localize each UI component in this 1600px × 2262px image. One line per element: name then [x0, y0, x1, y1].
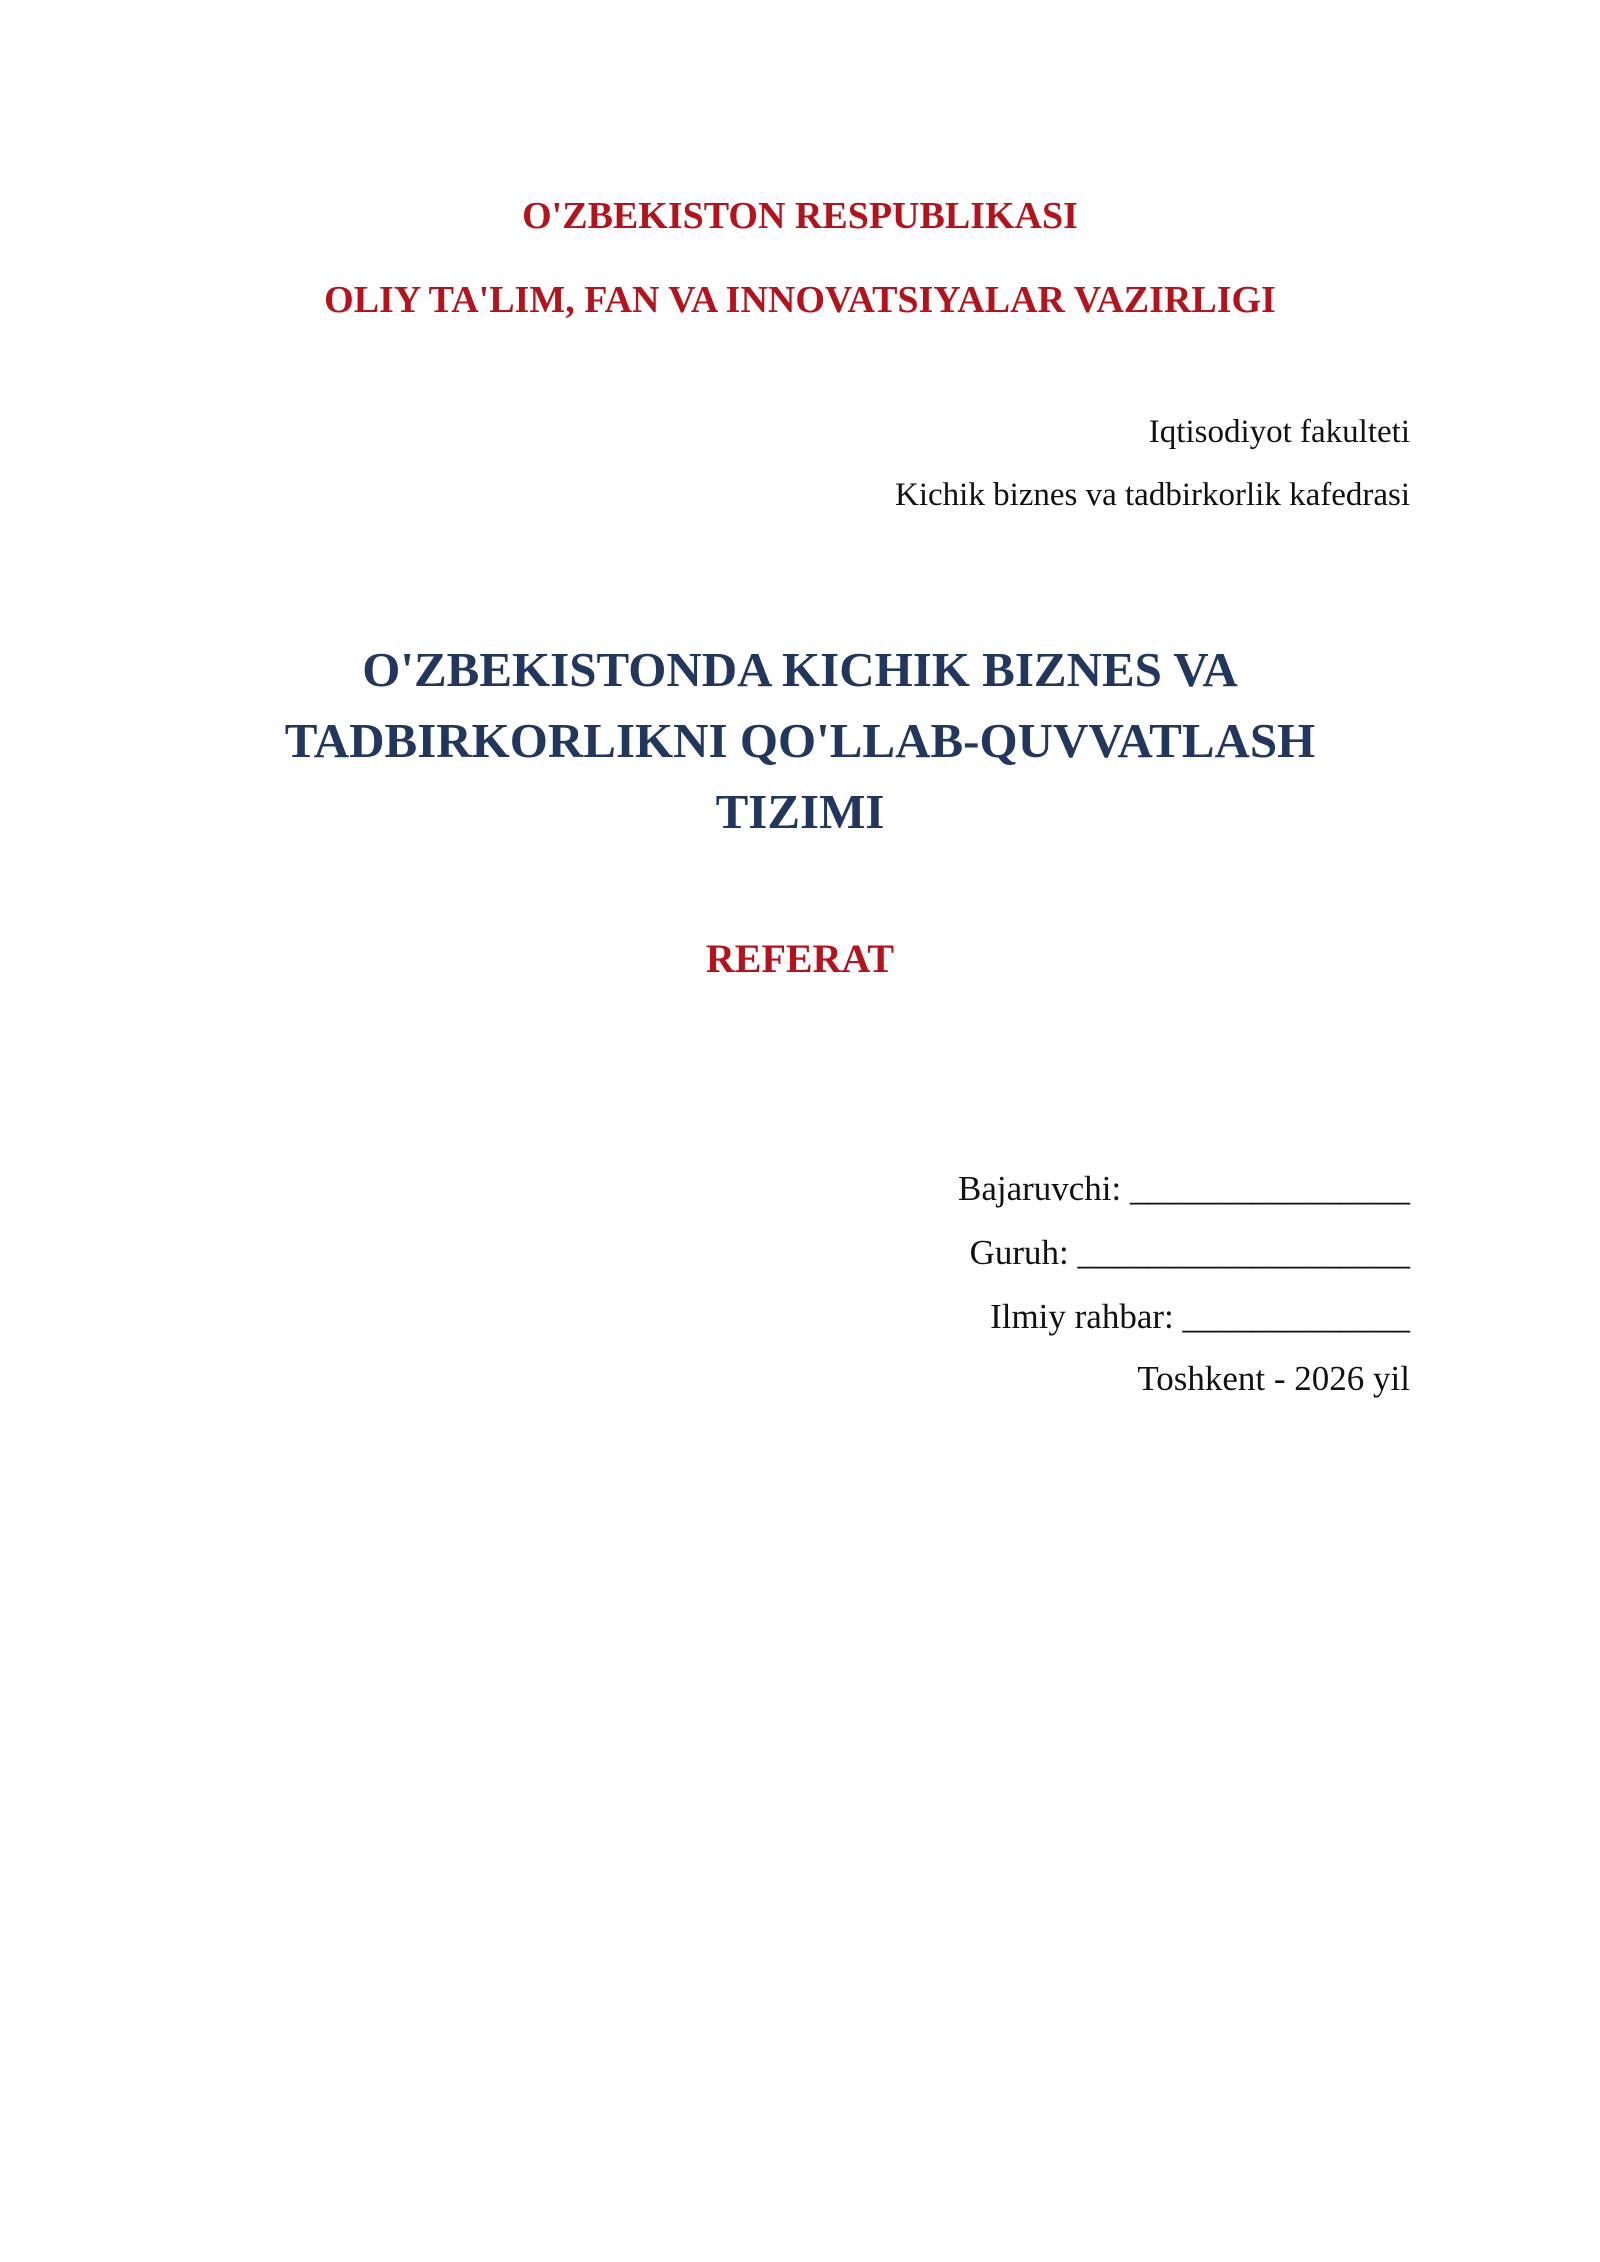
- faculty-name: Iqtisodiyot fakulteti: [1148, 414, 1410, 450]
- title-line-1: O'ZBEKISTONDA KICHIK BIZNES VA: [362, 642, 1238, 697]
- document-title: [180, 634, 1420, 847]
- group-field: Guruh: ___________________: [969, 1233, 1410, 1272]
- performer-field: Bajaruvchi: ________________: [957, 1169, 1410, 1208]
- ministry-heading: OLIY TA'LIM, FAN VA INNOVATSIYALAR VAZIRLIGI: [324, 279, 1276, 321]
- title-line-2: TADBIRKORLIKNI QO'LLAB-QUVVATLASH: [284, 713, 1316, 768]
- document-type-label: REFERAT: [705, 936, 895, 981]
- supervisor-field: Ilmiy rahbar: _____________: [990, 1297, 1410, 1336]
- city-year-line: Toshkent - 2026 yil: [1137, 1359, 1410, 1398]
- title-line-3: TIZIMI: [715, 784, 885, 839]
- republic-heading: O'ZBEKISTON RESPUBLIKASI: [522, 195, 1078, 237]
- department-name: Kichik biznes va tadbirkorlik kafedrasi: [895, 477, 1410, 513]
